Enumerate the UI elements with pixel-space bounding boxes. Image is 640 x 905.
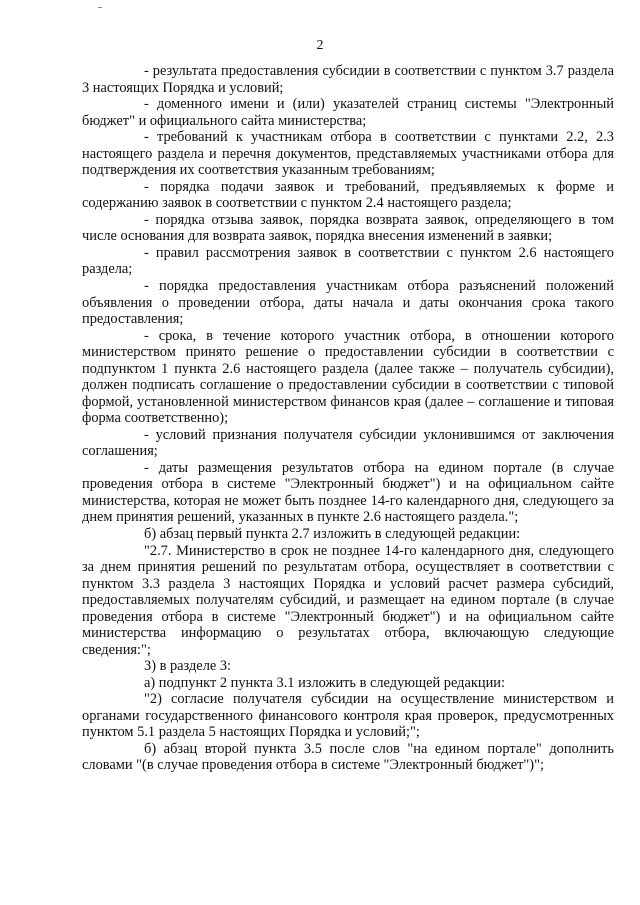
paragraph: - доменного имени и (или) указателей страниц системы "Электронный бюджет" и официального сайта министерства; <box>82 96 614 129</box>
paragraph: - правил рассмотрения заявок в соответствии с пунктом 2.6 настоящего раздела; <box>82 244 614 278</box>
paragraph: 3) в разделе 3: <box>144 658 232 675</box>
paragraph: - условий признания получателя субсидии уклонившимся от заключения соглашения; <box>82 426 614 460</box>
document-body <box>82 63 614 774</box>
paragraph: б) абзац первый пункта 2.7 изложить в следующей редакции: <box>144 525 521 542</box>
paragraph: "2.7. Министерство в срок не позднее 14-го календарного дня, следующего за днем принятия решений по результатам отбора, осуществляет в соответствии с пунктом 3.3 раздела 3 настоящих Порядка и условий расчет размера субсидий, предоставляемых получателям субсидий, и размещает на едином портале (в случае проведения отбора в системе "Электронный бюджет") и на официальном сайте министерства информацию о результатах отбора, включающую следующие сведения:"; <box>82 542 614 658</box>
page-number: 2 <box>316 38 324 53</box>
paragraph: б) абзац второй пункта 3.5 после слов "на едином портале" дополнить словами "(в случае проведения отбора в системе "Электронный бюджет")"; <box>82 740 614 774</box>
paragraph: - требований к участникам отбора в соответствии с пунктами 2.2, 2.3 настоящего раздела и перечня документов, представляемых участниками отбора для подтверждения их соответствия указанным требованиям; <box>82 129 614 179</box>
paragraph: - порядка предоставления участникам отбора разъяснений положений объявления о проведении отбора, даты начала и даты окончания срока такого предоставления; <box>82 278 614 328</box>
paragraph: а) подпункт 2 пункта 3.1 изложить в следующей редакции: <box>144 674 505 691</box>
scan-mark <box>98 7 102 11</box>
paragraph: - даты размещения результатов отбора на едином портале (в случае проведения отбора в системе "Электронный бюджет") и на официальном сайте министерства, которая не может быть позднее 14-го календарного дня, следующего за днем принятия решений, указанных в пункте 2.6 настоящего раздела."; <box>82 459 614 526</box>
paragraph: - результата предоставления субсидии в соответствии с пунктом 3.7 раздела 3 настоящих Порядка и условий; <box>82 63 614 96</box>
paragraph: "2) согласие получателя субсидии на осуществление министерством и органами государственного финансового контроля края проверок, предусмотренных пунктом 5.1 раздела 5 настоящих Порядка и условий;"; <box>82 691 614 741</box>
paragraph: - порядка подачи заявок и требований, предъявляемых к форме и содержанию заявок в соответствии с пунктом 2.4 настоящего раздела; <box>82 178 614 212</box>
paragraph: - срока, в течение которого участник отбора, в отношении которого министерством принято решение о предоставлении субсидии в соответствии с подпунктом 1 пункта 2.6 настоящего раздела (далее также – получатель субсидии), должен подписать соглашение о предоставлении субсидии в соответствии с типовой формой, установленной министерством финансов края (далее – соглашение и типовая форма соответственно); <box>82 327 614 427</box>
paragraph: - порядка отзыва заявок, порядка возврата заявок, определяющего в том числе основания для возврата заявок, порядка внесения изменений в заявки; <box>82 211 614 245</box>
